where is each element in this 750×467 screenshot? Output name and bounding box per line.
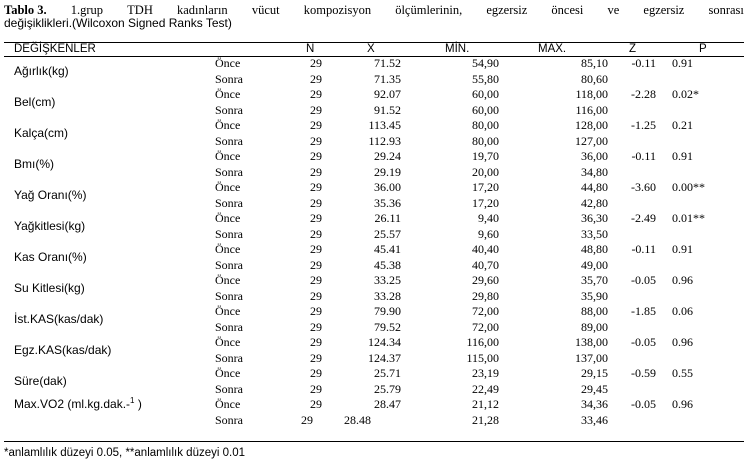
cell-phase: Sonra [215,319,243,334]
cell-min: 40,40 [472,242,499,256]
variable-label: İst.KAS(kas/dak) [14,312,104,326]
cell-n: 29 [310,102,322,117]
cell-x: 25.79 [374,381,401,396]
cell-x: 113.45 [368,118,401,132]
cell-max: 33,46 [581,412,608,427]
cell-max: 128,00 [575,118,608,132]
cell-phase: Sonra [215,102,243,117]
cell-min: 80,00 [472,133,499,148]
cell-phase: Önce [215,56,241,70]
caption-word: kompozisyon [303,3,372,17]
cell-p: 0.21 [672,118,693,132]
variable-name [14,313,103,326]
cell-n: 29 [310,397,322,411]
header-p: P [699,43,707,55]
header-x: X [367,43,375,55]
cell-min: 116,00 [466,335,499,349]
cell-n: 29 [310,319,322,334]
cell-n: 29 [301,412,313,427]
cell-p: 0.02* [672,87,699,101]
cell-n: 29 [310,273,322,287]
cell-x: 33.28 [374,288,401,303]
cell-min: 23,19 [472,366,499,380]
cell-x: 33.25 [374,273,401,287]
cell-min: 21,12 [472,397,499,411]
cell-x: 35.36 [374,195,401,210]
variable-name [14,189,86,202]
variable-name [14,375,67,388]
cell-min: 9,60 [478,226,499,241]
cell-min: 60,00 [472,87,499,101]
cell-phase: Sonra [215,381,243,396]
cell-phase: Sonra [215,257,243,272]
cell-phase: Önce [215,273,241,287]
cell-max: 35,90 [581,288,608,303]
cell-phase: Önce [215,180,241,194]
cell-min: 29,80 [472,288,499,303]
cell-x: 45.41 [374,242,401,256]
caption-word: 1.grup [70,3,104,17]
cell-phase: Önce [215,335,241,349]
cell-n: 29 [310,56,322,70]
cell-max: 29,45 [581,381,608,396]
caption-word: ve [607,3,620,17]
cell-max: 44,80 [581,180,608,194]
cell-phase: Sonra [215,412,243,427]
cell-x: 71.52 [374,56,401,70]
cell-x: 92.07 [374,87,401,101]
cell-phase: Önce [215,149,241,163]
cell-z: -3.60 [631,180,656,194]
cell-x: 91.52 [374,102,401,117]
variable-label: Ağırlık(kg) [14,64,69,78]
cell-p: 0.91 [672,242,693,256]
header-max: MAX. [538,43,567,55]
caption-word: kadınların [177,3,228,17]
variable-label: Süre(dak) [14,374,67,388]
cell-n: 29 [310,381,322,396]
cell-min: 72,00 [472,304,499,318]
cell-max: 36,00 [581,149,608,163]
header-z: Z [629,43,637,55]
table-caption [4,4,744,30]
cell-n: 29 [310,288,322,303]
variable-name [14,251,87,264]
caption-word: öncesi [551,3,584,17]
cell-z: -2.28 [631,87,656,101]
cell-max: 80,60 [581,71,608,86]
cell-z: -0.11 [631,242,656,256]
variable-label: Bel(cm) [14,95,56,109]
cell-x: 29.19 [374,164,401,179]
cell-max: 118,00 [575,87,608,101]
cell-n: 29 [310,257,322,272]
cell-min: 60,00 [472,102,499,117]
cell-p: 0.00** [672,180,705,194]
cell-x: 25.71 [374,366,401,380]
cell-x: 71.35 [374,71,401,86]
cell-n: 29 [310,242,322,256]
cell-n: 29 [310,71,322,86]
cell-n: 29 [310,118,322,132]
cell-max: 138,00 [575,335,608,349]
cell-max: 127,00 [575,133,608,148]
cell-n: 29 [310,180,322,194]
variable-label: Kas Oranı(%) [14,250,87,264]
variable-name [14,344,111,357]
cell-z: -1.85 [631,304,656,318]
variable-name [14,282,85,295]
cell-phase: Sonra [215,133,243,148]
variable-name [14,398,142,411]
footnote: *anlamlılık düzeyi 0.05, **anlamlılık düzeyi 0.01 [4,447,245,459]
cell-min: 80,00 [472,118,499,132]
cell-z: -0.11 [631,56,656,70]
cell-phase: Önce [215,211,241,225]
cell-phase: Sonra [215,288,243,303]
cell-x: 28.47 [374,397,401,411]
variable-name [14,65,69,78]
cell-max: 49,00 [581,257,608,272]
cell-z: -0.05 [631,273,656,287]
cell-phase: Önce [215,118,241,132]
header-variables: DEĞİŞKENLER [14,43,96,55]
caption-word: vücut [251,3,280,17]
caption-label: Tablo 3. [4,3,47,17]
cell-min: 17,20 [472,180,499,194]
cell-n: 29 [310,149,322,163]
variable-suffix: ) [134,397,142,411]
cell-z: -1.25 [631,118,656,132]
caption-word: ölçümlerinin, [395,3,463,17]
variable-superscript: 1 [130,396,135,405]
header-n: N [306,43,315,55]
cell-min: 9,40 [478,211,499,225]
cell-p: 0.96 [672,397,693,411]
header-min: MİN. [445,43,470,55]
variable-label: Kalça(cm) [14,126,69,140]
cell-max: 33,50 [581,226,608,241]
cell-n: 29 [310,226,322,241]
cell-max: 42,80 [581,195,608,210]
cell-min: 22,49 [472,381,499,396]
cell-phase: Önce [215,304,241,318]
cell-max: 88,00 [581,304,608,318]
cell-p: 0.91 [672,149,693,163]
variable-label: Max.VO2 (ml.kg.dak.- [14,397,131,411]
cell-x: 28.48 [344,412,371,427]
cell-max: 116,00 [575,102,608,117]
cell-phase: Önce [215,366,241,380]
variable-label: Egz.KAS(kas/dak) [14,343,112,357]
caption-word: TDH [127,3,153,17]
cell-x: 36.00 [374,180,401,194]
cell-max: 85,10 [581,56,608,70]
cell-x: 29.24 [374,149,401,163]
cell-n: 29 [310,164,322,179]
cell-min: 72,00 [472,319,499,334]
variable-label: Yağ Oranı(%) [14,188,87,202]
caption-word: sonrası [708,3,744,17]
variable-label: Su Kitlesi(kg) [14,281,85,295]
cell-x: 79.52 [374,319,401,334]
cell-x: 26.11 [374,211,401,225]
cell-x: 25.57 [374,226,401,241]
cell-phase: Sonra [215,350,243,365]
cell-max: 29,15 [581,366,608,380]
cell-min: 19,70 [472,149,499,163]
cell-phase: Önce [215,87,241,101]
cell-p: 0.96 [672,273,693,287]
cell-n: 29 [310,335,322,349]
cell-phase: Sonra [215,71,243,86]
cell-min: 20,00 [472,164,499,179]
cell-min: 21,28 [472,412,499,427]
cell-n: 29 [310,195,322,210]
cell-max: 48,80 [581,242,608,256]
cell-n: 29 [310,350,322,365]
table-bottom-rule [4,441,744,442]
cell-max: 34,36 [581,397,608,411]
cell-p: 0.96 [672,335,693,349]
cell-max: 89,00 [581,319,608,334]
cell-x: 124.37 [368,350,401,365]
cell-min: 40,70 [472,257,499,272]
cell-z: -0.05 [631,335,656,349]
cell-min: 115,00 [466,350,499,365]
cell-p: 0.55 [672,366,693,380]
cell-n: 29 [310,133,322,148]
cell-z: -2.49 [631,211,656,225]
cell-p: 0.06 [672,304,693,318]
cell-p: 0.91 [672,56,693,70]
cell-z: -0.59 [631,366,656,380]
cell-z: -0.05 [631,397,656,411]
cell-min: 54,90 [472,56,499,70]
cell-phase: Sonra [215,195,243,210]
cell-z: -0.11 [631,149,656,163]
variable-name [14,96,55,109]
cell-max: 34,80 [581,164,608,179]
caption-word: egzersiz [643,3,685,17]
cell-phase: Önce [215,242,241,256]
variable-label: Yağkitlesi(kg) [14,219,86,233]
cell-max: 35,70 [581,273,608,287]
cell-min: 17,20 [472,195,499,210]
cell-max: 137,00 [575,350,608,365]
cell-x: 45.38 [374,257,401,272]
cell-x: 124.34 [368,335,401,349]
cell-n: 29 [310,87,322,101]
cell-n: 29 [310,211,322,225]
variable-name [14,220,85,233]
cell-x: 79.90 [374,304,401,318]
cell-x: 112.93 [368,133,401,148]
caption-word: egzersiz [486,3,528,17]
cell-p: 0.01** [672,211,705,225]
cell-n: 29 [310,304,322,318]
cell-phase: Sonra [215,164,243,179]
variable-name [14,158,54,171]
cell-phase: Sonra [215,226,243,241]
caption-line-2: değişiklikleri.(Wilcoxon Signed Ranks Test) [4,16,232,30]
cell-min: 55,80 [472,71,499,86]
cell-max: 36,30 [581,211,608,225]
variable-name [14,127,68,140]
variable-label: Bmı(%) [14,157,54,171]
cell-n: 29 [310,366,322,380]
cell-min: 29,60 [472,273,499,287]
cell-phase: Önce [215,397,241,411]
